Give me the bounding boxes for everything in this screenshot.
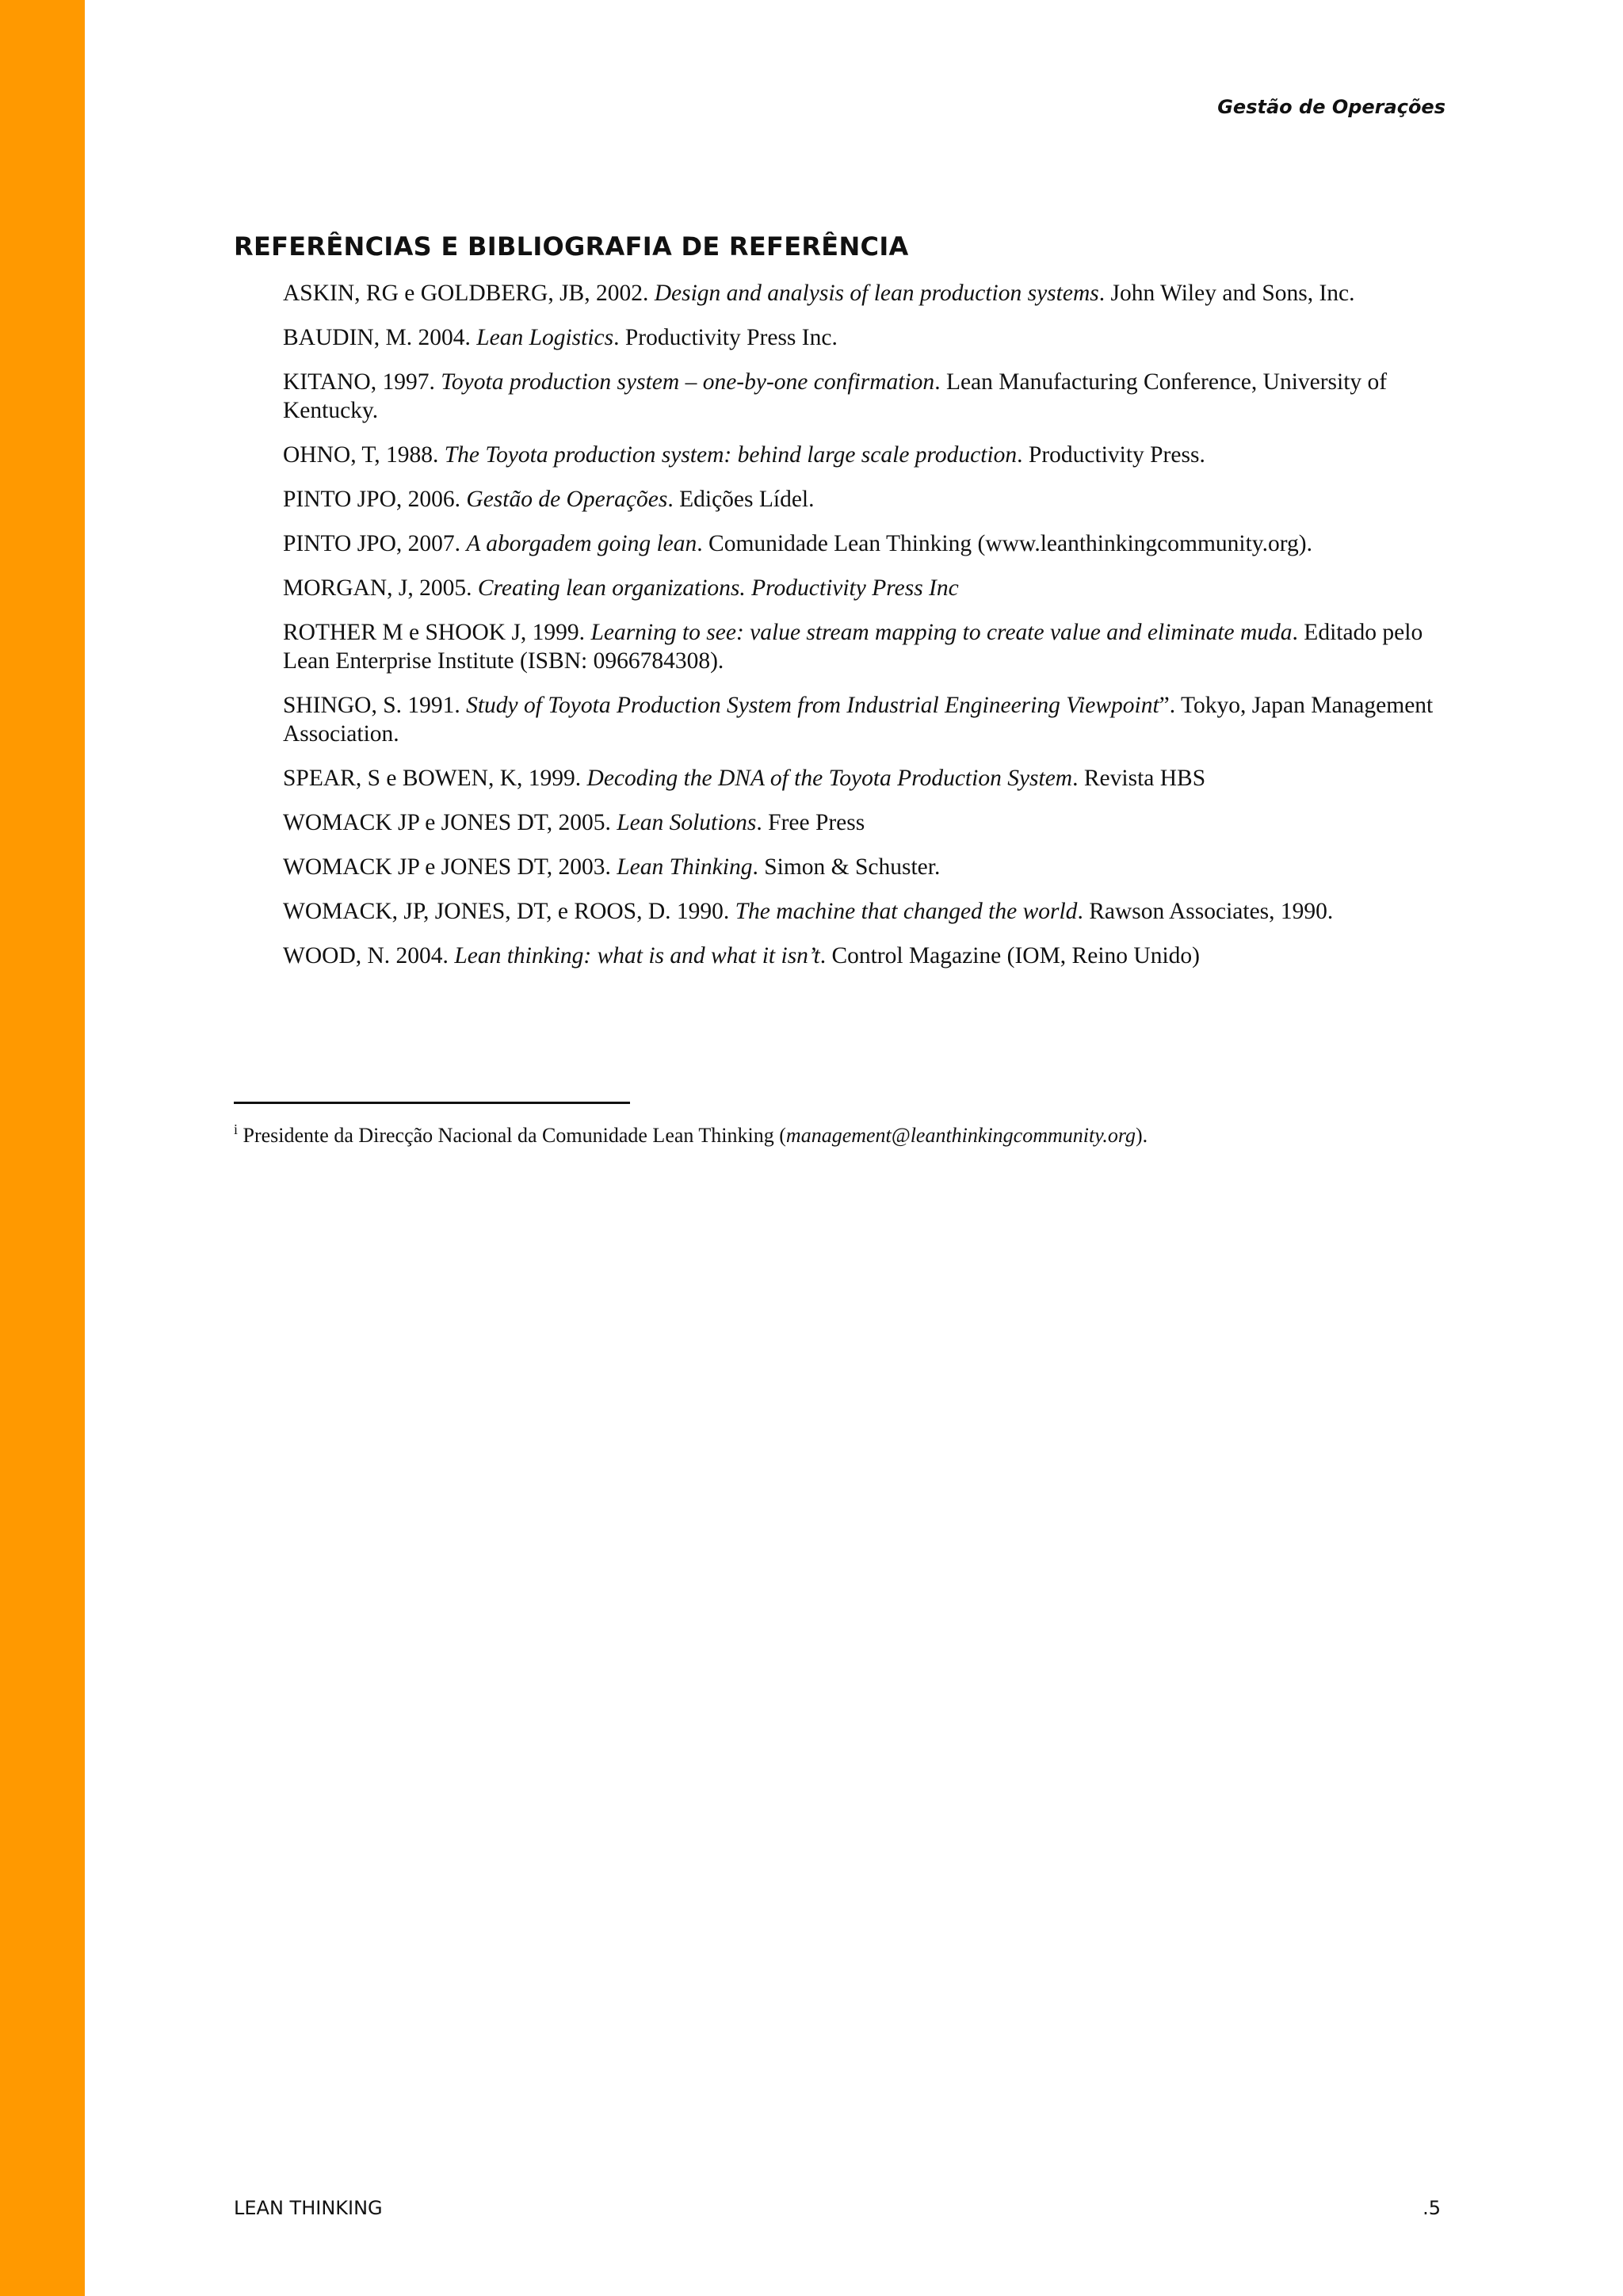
reference-title: Lean Logistics — [476, 325, 614, 350]
reference-item — [283, 764, 1440, 793]
reference-author-year: OHNO, T, 1988. — [283, 442, 445, 468]
reference-title: Decoding the DNA of the Toyota Production System — [586, 766, 1073, 791]
reference-list — [283, 279, 1440, 986]
page-number: .5 — [1423, 2197, 1441, 2219]
reference-publisher: . Simon & Schuster. — [752, 854, 941, 880]
reference-author-year: BAUDIN, M. 2004. — [283, 325, 477, 350]
reference-item — [283, 808, 1440, 837]
reference-publisher: ”. Tokyo, Japan Management Association. — [283, 693, 1434, 747]
footnote-divider — [234, 1102, 630, 1104]
reference-author-year: KITANO, 1997. — [283, 369, 441, 395]
reference-publisher: . Editado pelo Lean Enterprise Institute (ISBN: 0966784308). — [283, 620, 1423, 674]
reference-item — [283, 942, 1440, 970]
reference-item — [283, 574, 1440, 602]
reference-publisher: . Comunidade Lean Thinking (www.leanthinkingcommunity.org). — [697, 531, 1312, 556]
footnote-text-post: ). — [1135, 1124, 1148, 1147]
reference-author-year: WOMACK JP e JONES DT, 2005. — [283, 810, 617, 835]
reference-publisher: . Productivity Press Inc. — [613, 325, 838, 350]
reference-publisher: . Revista HBS — [1072, 766, 1206, 791]
reference-publisher: . Control Magazine (IOM, Reino Unido) — [819, 943, 1200, 968]
reference-title: Lean thinking: what is and what it isn’t — [454, 943, 820, 968]
footer-title: LEAN THINKING — [234, 2197, 383, 2219]
reference-title: The machine that changed the world — [735, 899, 1078, 924]
reference-title: Toyota production system – one-by-one confirmation — [441, 369, 935, 395]
footnote-marker: i — [234, 1121, 239, 1137]
reference-publisher: . Productivity Press. — [1017, 442, 1205, 468]
reference-item — [283, 691, 1440, 748]
footnote — [234, 1116, 1423, 1149]
reference-publisher: . Lean Manufacturing Conference, University of Kentucky. — [283, 369, 1388, 423]
reference-item — [283, 853, 1440, 881]
reference-title: Gestão de Operações — [466, 487, 668, 512]
reference-title: Lean Solutions — [617, 810, 757, 835]
reference-title: Creating lean organizations. Productivity Press Inc — [477, 575, 959, 601]
reference-author-year: WOMACK, JP, JONES, DT, e ROOS, D. 1990. — [283, 899, 735, 924]
reference-author-year: PINTO JPO, 2006. — [283, 487, 467, 512]
reference-title: Study of Toyota Production System from Industrial Engineering Viewpoint — [466, 693, 1159, 718]
reference-author-year: ROTHER M e SHOOK J, 1999. — [283, 620, 591, 645]
reference-publisher: . Free Press — [756, 810, 865, 835]
reference-author-year: ASKIN, RG e GOLDBERG, JB, 2002. — [283, 281, 655, 306]
reference-item — [283, 323, 1440, 352]
reference-author-year: SHINGO, S. 1991. — [283, 693, 467, 718]
reference-item — [283, 897, 1440, 926]
reference-publisher: . Rawson Associates, 1990. — [1077, 899, 1334, 924]
reference-publisher: . John Wiley and Sons, Inc. — [1098, 281, 1355, 306]
running-header: Gestão de Operações — [1217, 96, 1445, 118]
reference-title: The Toyota production system: behind large scale production — [444, 442, 1018, 468]
reference-author-year: MORGAN, J, 2005. — [283, 575, 478, 601]
reference-item — [283, 279, 1440, 308]
reference-publisher: . Edições Lídel. — [667, 487, 815, 512]
reference-title: Learning to see: value stream mapping to create value and eliminate muda — [590, 620, 1293, 645]
reference-author-year: WOMACK JP e JONES DT, 2003. — [283, 854, 617, 880]
reference-item — [283, 529, 1440, 558]
reference-author-year: WOOD, N. 2004. — [283, 943, 455, 968]
section-title: REFERÊNCIAS E BIBLIOGRAFIA DE REFERÊNCIA — [234, 231, 909, 262]
footnote-text-pre: Presidente da Direcção Nacional da Comunidade Lean Thinking ( — [238, 1124, 786, 1147]
reference-item — [283, 485, 1440, 514]
reference-title: Lean Thinking — [617, 854, 753, 880]
reference-author-year: PINTO JPO, 2007. — [283, 531, 467, 556]
reference-item — [283, 368, 1440, 425]
accent-side-bar — [0, 0, 85, 2296]
reference-author-year: SPEAR, S e BOWEN, K, 1999. — [283, 766, 587, 791]
footnote-email: management@leanthinkingcommunity.org — [785, 1124, 1136, 1147]
reference-item — [283, 441, 1440, 469]
reference-title: A aborgadem going lean — [466, 531, 697, 556]
reference-item — [283, 618, 1440, 675]
reference-title: Design and analysis of lean production systems — [654, 281, 1099, 306]
